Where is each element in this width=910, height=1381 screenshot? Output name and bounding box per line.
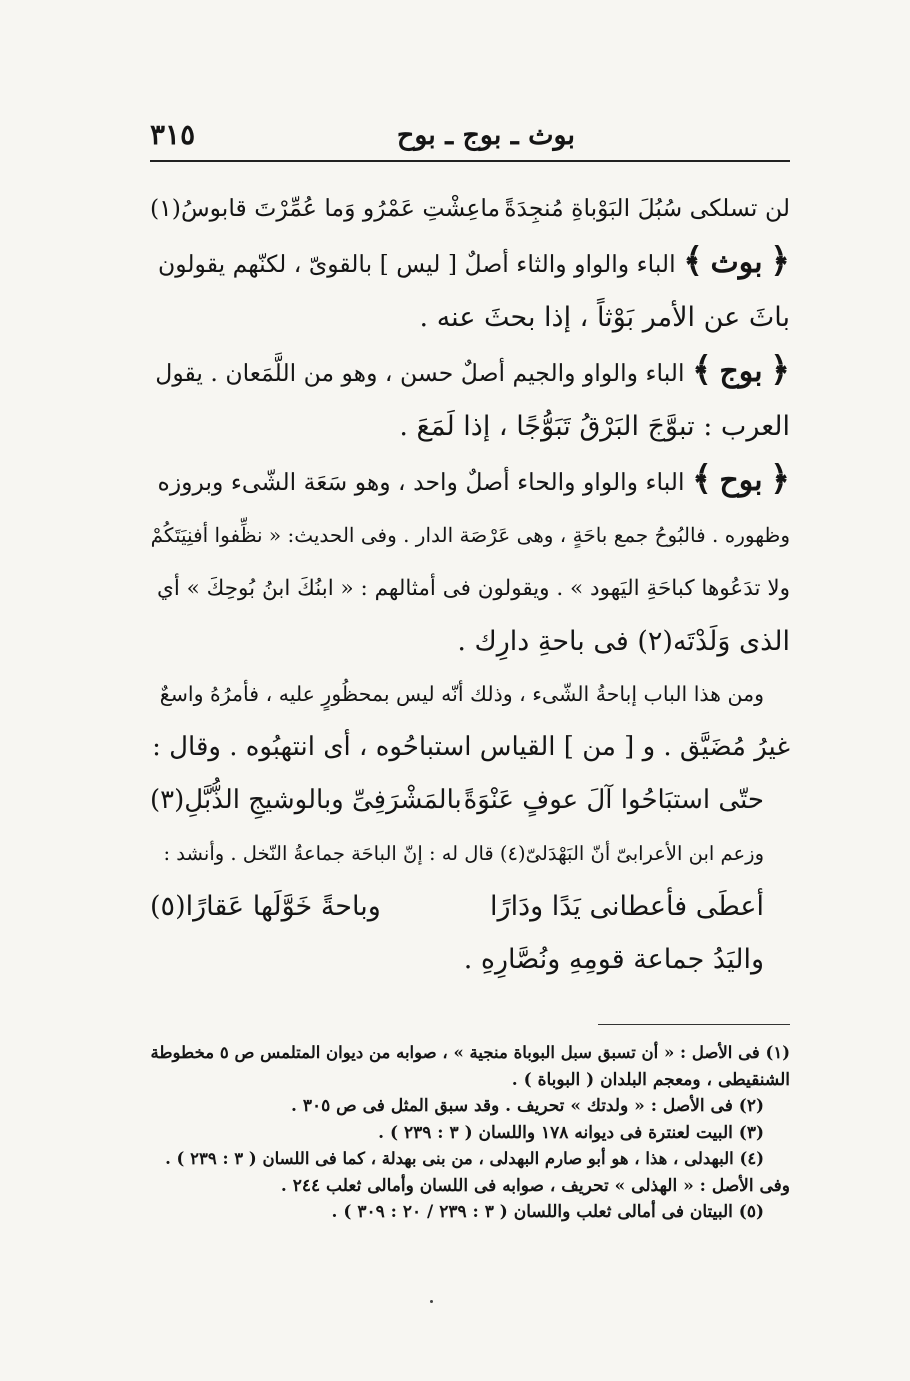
headword-open-bracket-icon: ﴿: [770, 241, 790, 281]
paragraph-2-line-2: غيرُ مُضَيَّق . و [ من ] القياس استباحُوه ، أى انتهبُوه . وقال :: [152, 732, 790, 762]
page-number: ٣١٥: [150, 118, 196, 151]
footnote-2: (٢) فى الأصل : « ولدتك » تحريف . وقد سبق المثل فى ص ٣٠٥ .: [291, 1096, 764, 1116]
verse-2-second-hemistich: بالمَشْرَفِىِّ وبالوشيجِ الذُّبَّلِ(٣): [150, 785, 462, 815]
headword-close-bracket-icon: ﴾: [691, 459, 712, 499]
headword-open-bracket-icon: ﴿: [770, 459, 790, 499]
headword-bawh: بوح: [719, 463, 763, 498]
entry-bawj-line-1: [150, 344, 790, 400]
footnote-4: (٤) البهدلى ، هذا ، هو أبو صارم البهدلى ، من بنى بهدلة ، كما فى اللسان ( ٣ : ٢٣٩ ) .: [165, 1149, 764, 1168]
headword-bawj: بوج: [719, 354, 763, 389]
verse-1-first-hemistich: لن تسلكى سُبُلَ البَوْباةِ مُنجِدَةً: [504, 194, 790, 222]
headword-close-bracket-icon: ﴾: [691, 350, 712, 390]
footnote-1-continued: الشنقيطى ، ومعجم البلدان ( البوباة ) .: [511, 1069, 790, 1090]
entry-bawh-line-1: [150, 453, 790, 509]
running-head: بوث ـ بوج ـ بوح: [396, 120, 575, 151]
footnote-5: (٥) البيتان فى أمالى ثعلب واللسان ( ٣ : ٢٣٩ / ٢٠ : ٣٠٩ ) .: [331, 1202, 764, 1222]
entry-bawj-text-1: الباء والواو والجيم أصلٌ حسن ، وهو من اللَّمَعان . يقول: [155, 359, 685, 387]
verse-3-first-hemistich: أعطَى فأعطانى يَدًا ودَارًا: [490, 891, 764, 922]
entry-bawh-line-3: ولا تدَعُوها كباحَةِ اليَهود » . ويقولون فى أمثالهم : « ابنُكَ ابنُ بُوحِكَ » أي: [157, 576, 790, 601]
entry-bawh-line-2: وظهوره . فالبُوحُ جمع باحَةٍ ، وهى عَرْصَة الدار . وفى الحديث: « نظِّفوا أفنِيَتَكُمْ: [150, 523, 790, 547]
entry-bawth-line-2: باثَ عن الأمر بَوْثاً ، إذا بحثَ عنه .: [419, 302, 790, 333]
verse-1-second-hemistich: ماعِشْتِ عَمْرُو وَما عُمِّرْتَ قابوسُ(١): [150, 194, 501, 222]
entry-bawj-line-2: العرب : تبوَّجَ البَرْقُ تَبَوُّجًا ، إذا لَمَعَ .: [399, 411, 790, 442]
entry-bawh-text-1: الباء والواو والحاء أصلٌ واحد ، وهو سَعَة الشّىء وبروزه: [157, 468, 685, 496]
footnote-4-continued: وفى الأصل : « الهذلى » تحريف ، صوابه فى اللسان وأمالى ثعلب ٢٤٤ .: [280, 1175, 790, 1196]
entry-bawth-line-1: [150, 235, 790, 291]
footnote-1: (١) فى الأصل : « أن تسبق سبل البوباة منجية » ، صوابه من ديوان المتلمس ص ٥ مخطوطة: [150, 1043, 790, 1062]
page-header: [150, 112, 790, 162]
verse-2: [150, 774, 790, 827]
closing-line: واليَدُ جماعة قومِهِ ونُصَّارِهِ .: [463, 944, 764, 975]
verse-3-second-hemistich: وباحةً خَوَّلَها عَقارًا(٥): [150, 891, 381, 922]
verse-2-first-hemistich: حتّى استبَاحُوا آلَ عوفٍ عَنْوَةً: [463, 785, 764, 815]
print-speck: [430, 1300, 433, 1303]
verse-1: [150, 182, 790, 235]
footnotes: [150, 1040, 790, 1226]
entry-bawh-line-4: الذى وَلَدْتَه(٢) فى باحةِ دارِك .: [457, 626, 790, 657]
headword-close-bracket-icon: ﴾: [683, 241, 704, 281]
entry-bawth-text-1: الباء والواو والثاء أصلٌ [ ليس ] بالقوىّ ، لكنّهم يقولون: [158, 250, 676, 278]
footnote-divider: [598, 1024, 790, 1025]
paragraph-2-line-1: ومن هذا الباب إباحةُ الشّىء ، وذلك أنّه ليس بمحظُورٍ عليه ، فأمرُهُ واسعٌ: [159, 682, 764, 706]
verse-3: [150, 880, 790, 933]
main-text: [150, 182, 790, 986]
footnote-3: (٣) البيت لعنترة فى ديوانه ١٧٨ واللسان ( ٣ : ٢٣٩ ) .: [378, 1122, 764, 1143]
headword-bawth: بوث: [710, 245, 763, 280]
paragraph-3: وزعم ابن الأعرابىّ أنّ البَهْدَلىّ(٤) قال له : إنّ الباحَة جماعةُ النّخل . وأنشد :: [163, 842, 764, 865]
headword-open-bracket-icon: ﴿: [770, 350, 790, 390]
